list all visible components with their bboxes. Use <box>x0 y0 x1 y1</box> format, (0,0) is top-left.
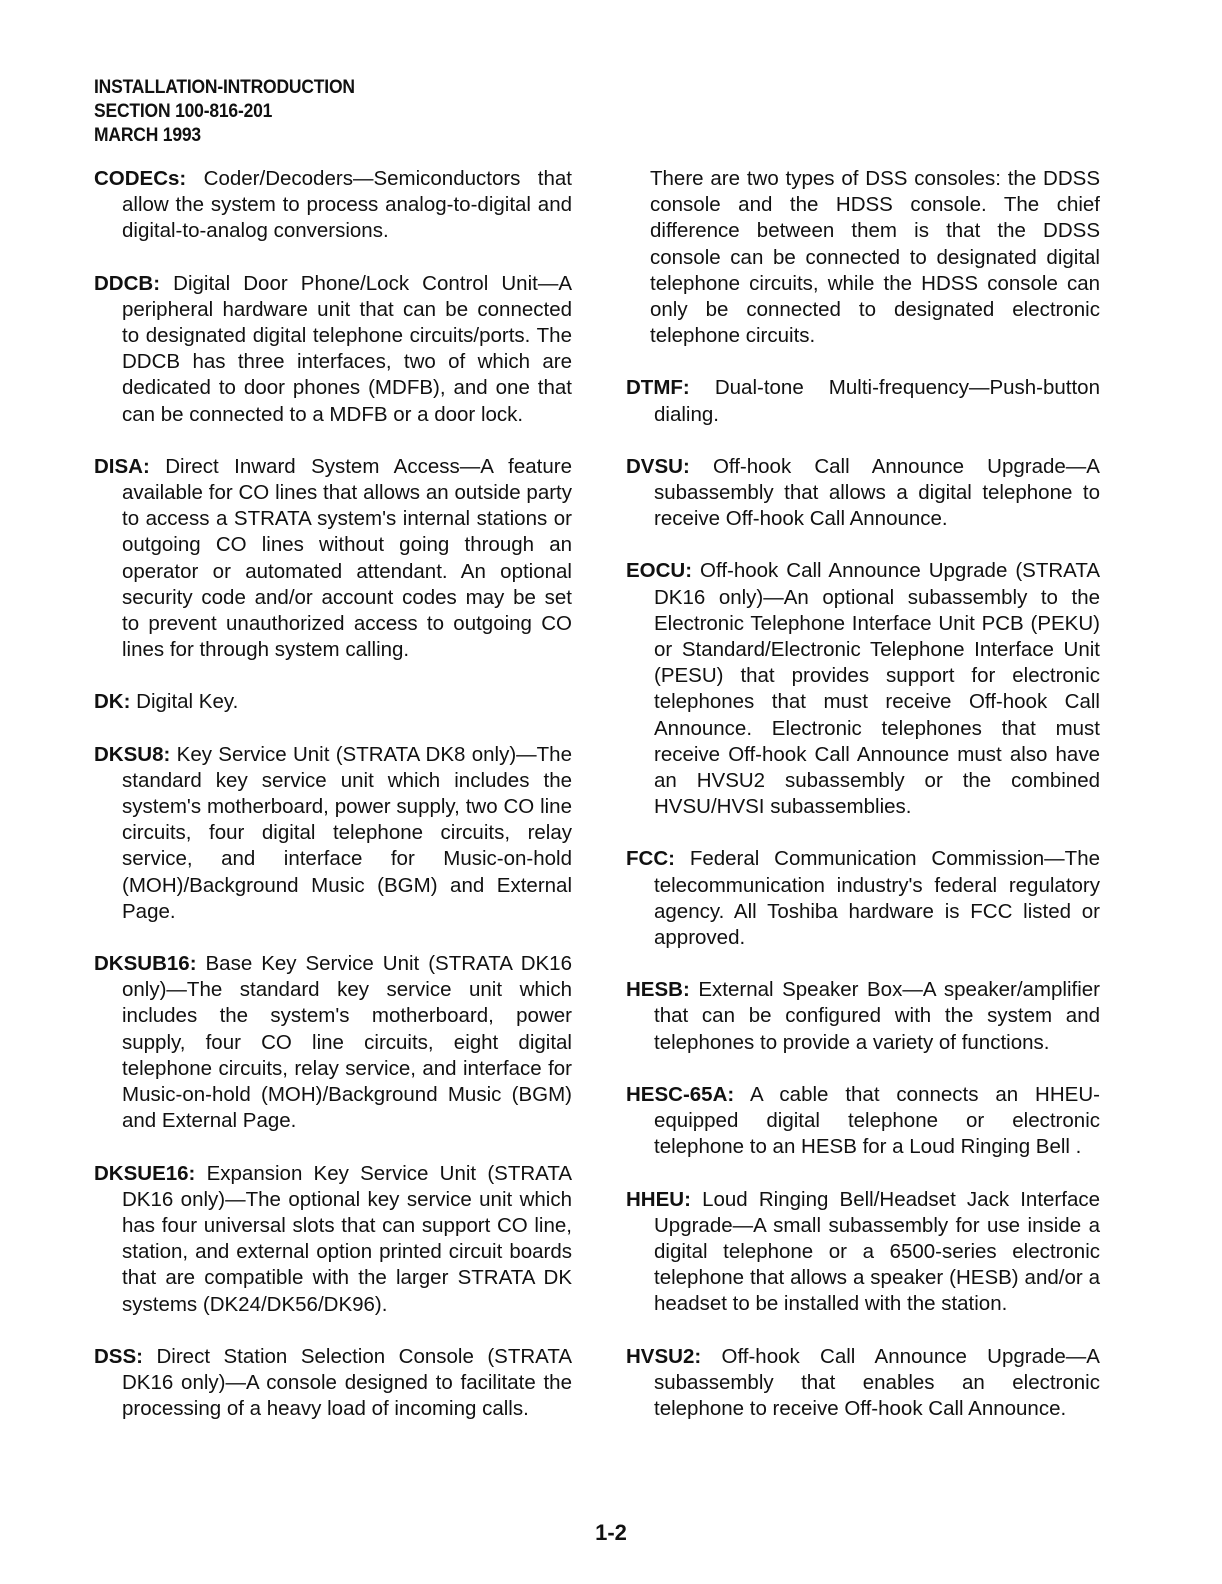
glossary-term: DDCB: <box>94 271 161 295</box>
glossary-entry-hvsu2 <box>626 1344 1100 1423</box>
document-header <box>94 76 355 148</box>
page-number: 1-2 <box>595 1520 627 1545</box>
glossary-entry-ddcb <box>94 271 572 428</box>
header-section: SECTION 100-816-201 <box>94 101 273 122</box>
glossary-entry-hesc-65a <box>626 1082 1100 1161</box>
glossary-term: DK: <box>94 690 131 714</box>
header-date: MARCH 1993 <box>94 125 201 146</box>
glossary-definition: Base Key Service Unit (STRATA DK16 only)—The standard key service unit which includes the system's motherboard, power supply, four CO line circuits, eight digital telephone circuits, relay service, and interface for Music-on-hold (MOH)/Background Music (BGM) and External Page. <box>122 952 572 1133</box>
glossary-definition: External Speaker Box—A speaker/amplifier that can be configured with the system and telephones to provide a variety of functions. <box>654 978 1100 1054</box>
glossary-term: DISA: <box>94 454 150 478</box>
glossary-entry-hesb <box>626 977 1100 1056</box>
glossary-definition: Expansion Key Service Unit (STRATA DK16 only)—The optional key service unit which has four universal slots that can support CO line, station, and external option printed circuit boards that are compatible with the larger STRATA DK systems (DK24/DK56/DK96). <box>122 1161 572 1316</box>
glossary-term: HHEU: <box>626 1187 691 1211</box>
glossary-definition: Key Service Unit (STRATA DK8 only)—The standard key service unit which includes the system's motherboard, power supply, two CO line circuits, four digital telephone circuits, relay service, and interface for Music-on-hold (MOH)/Background Music (BGM) and External Page. <box>122 742 572 923</box>
glossary-definition: Direct Inward System Access—A feature available for CO lines that allows an outside party to access a STRATA system's internal stations or outgoing CO lines without going through an operator or automated attendant. An optional security code and/or account codes may be set to prevent unauthorized access to outgoing CO lines for through system calling. <box>122 454 573 662</box>
left-column <box>94 166 572 1448</box>
glossary-term: DSS: <box>94 1344 143 1368</box>
glossary-entry-disa <box>94 454 572 664</box>
glossary-definition: Off-hook Call Announce Upgrade—A subassembly that enables an electronic telephone to receive Off-hook Call Announce. <box>654 1344 1100 1420</box>
glossary-entry-dtmf <box>626 375 1100 427</box>
glossary-definition: Digital Key. <box>136 690 239 714</box>
glossary-entry-dksue16 <box>94 1161 572 1318</box>
dss-continuation-paragraph: There are two types of DSS consoles: the DDSS console and the HDSS console. The chief difference between them is that the DDSS console can be connected to designated digital telephone circuits, while the HDSS console can only be connected to designated electronic telephone circuits. <box>650 167 1100 348</box>
glossary-entry-dk <box>94 689 572 715</box>
glossary-entry-hheu <box>626 1187 1100 1318</box>
glossary-entry-codecs <box>94 166 572 245</box>
glossary-term: HESC-65A: <box>626 1082 735 1106</box>
glossary-entry-dvsu <box>626 454 1100 533</box>
glossary-term: DVSU: <box>626 454 690 478</box>
glossary-entry-fcc <box>626 846 1100 951</box>
glossary-entry-eocu <box>626 558 1100 820</box>
glossary-entry-dksu8 <box>94 742 572 925</box>
glossary-definition: Off-hook Call Announce Upgrade (STRATA DK16 only)—An optional subassembly to the Electronic Telephone Interface Unit PCB (PEKU) or Standard/Electronic Telephone Interface Unit (PESU) that provides support for electronic telephones that must receive Off-hook Call Announce. Electronic telephones that must receive Off-hook Call Announce must also have an HVSU2 subassembly or the combined HVSU/HVSI subassemblies. <box>654 559 1100 819</box>
right-column <box>626 166 1100 1448</box>
glossary-term: DKSU8: <box>94 742 171 766</box>
glossary-entry-dss <box>94 1344 572 1423</box>
glossary-term: CODECs: <box>94 167 187 190</box>
glossary-definition: Federal Communication Commission—The telecommunication industry's federal regulatory agency. All Toshiba hardware is FCC listed or approved. <box>654 847 1100 950</box>
glossary-definition: Direct Station Selection Console (STRATA DK16 only)—A console designed to facilitate the processing of a heavy load of incoming calls. <box>122 1344 572 1421</box>
glossary-term: HVSU2: <box>626 1344 702 1368</box>
glossary-definition: A cable that connects an HHEU-equipped digital telephone or electronic telephone to an HESB for a Loud Ringing Bell . <box>654 1082 1100 1159</box>
header-title: INSTALLATION-INTRODUCTION <box>94 77 355 98</box>
glossary-term: DKSUE16: <box>94 1161 196 1185</box>
glossary-term: HESB: <box>626 978 690 1002</box>
glossary-definition: Coder/Decoders—Semiconductors that allow the system to process analog-to-digital and digital-to-analog conversions. <box>122 167 573 243</box>
glossary-term: EOCU: <box>626 559 693 583</box>
glossary-term: DTMF: <box>626 376 690 400</box>
glossary-term: DKSUB16: <box>94 952 197 976</box>
glossary-definition: Dual-tone Multi-frequency—Push-button dialing. <box>654 376 1100 426</box>
glossary-definition: Digital Door Phone/Lock Control Unit—A peripheral hardware unit that can be connected to designated digital telephone circuits/ports. The DDCB has three interfaces, two of which are dedicated to door phones (MDFB), and one that can be connected to a MDFB or a door lock. <box>122 271 573 426</box>
glossary-definition: Off-hook Call Announce Upgrade—A subassembly that allows a digital telephone to receive Off-hook Call Announce. <box>654 454 1100 531</box>
glossary-entry-dksub16 <box>94 951 572 1134</box>
glossary-term: FCC: <box>626 847 675 871</box>
glossary-definition: Loud Ringing Bell/Headset Jack Interface Upgrade—A small subassembly for use inside a digital telephone or a 6500-series electronic telephone that allows a speaker (HESB) and/or a headset to be installed with the station. <box>654 1187 1101 1316</box>
